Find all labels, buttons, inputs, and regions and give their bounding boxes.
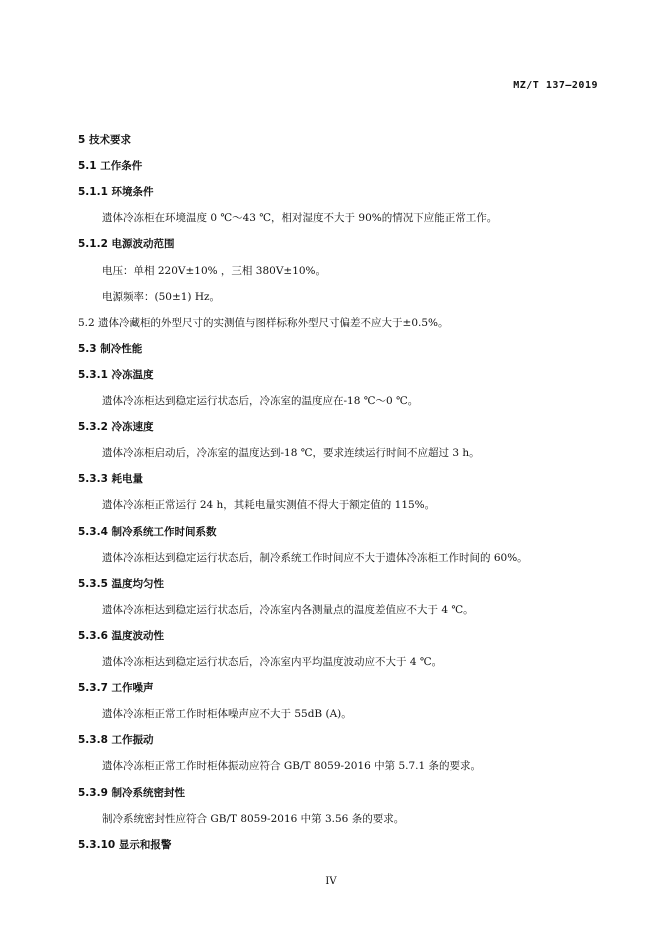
section-heading: 5 技术要求 xyxy=(78,134,131,146)
section-heading: 5.3.10 显示和报警 xyxy=(78,838,172,851)
paragraph: 电压：单相 220V±10% ，三相 380V±10%。 xyxy=(102,264,327,277)
section-heading: 5.1 工作条件 xyxy=(78,160,143,173)
paragraph: 遗体冷冻柜达到稳定运行状态后，冷冻室的温度应在-18 ℃～0 ℃。 xyxy=(102,395,419,407)
section-heading: 5.3.3 耗电量 xyxy=(78,473,144,486)
paragraph: 遗体冷冻柜在环境温度 0 ℃～43 ℃，相对湿度不大于 90%的情况下应能正常工作。 xyxy=(102,212,498,225)
paragraph: 遗体冷冻柜正常运行 24 h，其耗电量实测值不得大于额定值的 115%。 xyxy=(102,499,436,512)
paragraph: 遗体冷冻柜启动后，冷冻室的温度达到-18 ℃，要求连续运行时间不应超过 3 h。 xyxy=(102,447,480,460)
section-heading: 5.3.5 温度均匀性 xyxy=(78,577,165,590)
section-heading: 5.3.4 制冷系统工作时间系数 xyxy=(78,525,217,538)
section-heading: 5.3.8 工作振动 xyxy=(78,734,154,747)
section-heading: 5.3.2 冷冻速度 xyxy=(78,421,154,434)
section-heading: 5.3.7 工作噪声 xyxy=(78,682,154,695)
section-heading: 5.3.6 温度波动性 xyxy=(78,629,165,642)
paragraph: 遗体冷冻柜正常工作时柜体噪声应不大于 55dB (A)。 xyxy=(102,708,352,721)
paragraph: 制冷系统密封性应符合 GB/T 8059-2016 中第 3.56 条的要求。 xyxy=(102,812,405,825)
document-code: MZ/T 137—2019 xyxy=(513,80,598,91)
paragraph: 遗体冷冻柜达到稳定运行状态后，制冷系统工作时间应不大于遗体冷冻柜工作时间的 60%。 xyxy=(102,551,528,564)
section-heading: 5.1.2 电源波动范围 xyxy=(78,238,175,251)
section-heading: 5.3.9 制冷系统密封性 xyxy=(78,786,186,799)
paragraph: 遗体冷冻柜达到稳定运行状态后，冷冻室内各测量点的温度差值应不大于 4 ℃。 xyxy=(102,603,474,616)
paragraph: 遗体冷冻柜正常工作时柜体振动应符合 GB/T 8059-2016 中第 5.7.1 条的要求。 xyxy=(102,760,482,773)
paragraph: 遗体冷冻柜达到稳定运行状态后，冷冻室内平均温度波动应不大于 4 ℃。 xyxy=(102,656,443,668)
page-number: IV xyxy=(325,876,337,887)
paragraph: 电源频率：(50±1) Hz。 xyxy=(102,290,221,303)
section-heading: 5.3 制冷性能 xyxy=(78,342,143,355)
section-heading: 5.3.1 冷冻温度 xyxy=(78,368,154,381)
section-heading: 5.1.1 环境条件 xyxy=(78,186,154,199)
section-heading: 5.2 遗体冷藏柜的外型尺寸的实测值与图样标称外型尺寸偏差不应大于±0.5%。 xyxy=(78,316,449,329)
